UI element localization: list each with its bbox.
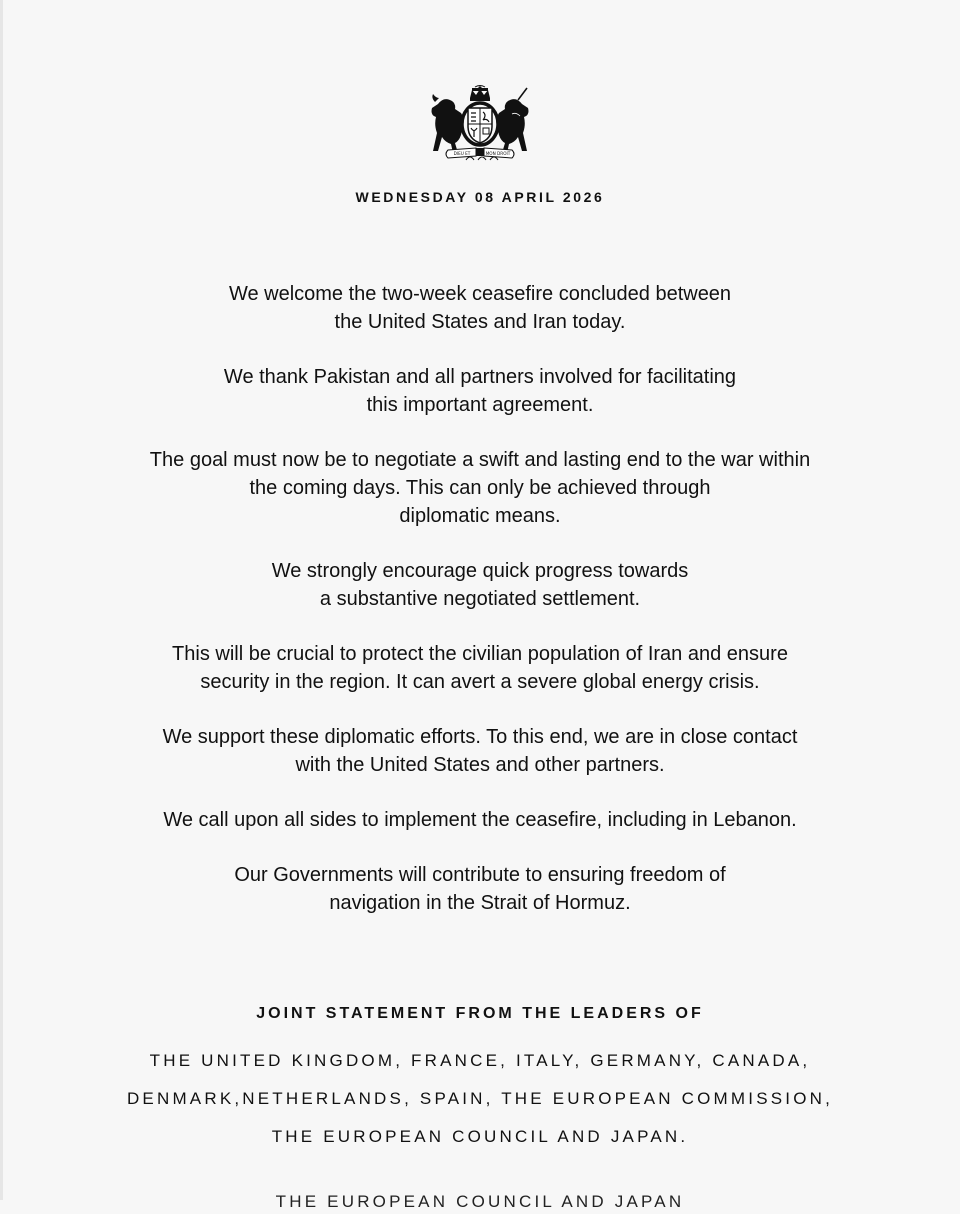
text-line: navigation in the Strait of Hormuz.: [329, 892, 631, 914]
paragraph-goal: [60, 446, 900, 530]
text-line: We support these diplomatic efforts. To this end, we are in close contact: [162, 726, 798, 748]
motto-right: MON DROIT: [485, 151, 511, 156]
statement-body: [60, 280, 900, 944]
paragraph-support-diplomacy: [60, 723, 900, 779]
text-line: with the United States and other partners.: [295, 754, 665, 776]
signatories-list: [0, 1042, 960, 1156]
text-line: We strongly encourage quick progress towards: [271, 560, 689, 582]
cutoff-repeated-line: THE EUROPEAN COUNCIL AND JAPAN: [275, 1192, 685, 1211]
signatories-line: THE UNITED KINGDOM, FRANCE, ITALY, GERMANY, CANADA,: [149, 1051, 811, 1070]
paragraph-thanks-pakistan: [60, 363, 900, 419]
text-line: Our Governments will contribute to ensuring freedom of: [234, 864, 726, 886]
text-line: security in the region. It can avert a severe global energy crisis.: [200, 671, 760, 693]
paragraph-ceasefire-welcome: [60, 280, 900, 336]
text-line: This will be crucial to protect the civilian population of Iran and ensure: [172, 643, 788, 665]
text-line: We thank Pakistan and all partners involved for facilitating: [223, 366, 737, 388]
paragraph-encourage-progress: [60, 557, 900, 613]
statement-date: WEDNESDAY 08 APRIL 2026: [355, 189, 605, 205]
text-line: the coming days. This can only be achieved through: [249, 477, 711, 499]
text-line: this important agreement.: [366, 394, 594, 416]
paragraph-call-upon-sides: [60, 806, 900, 834]
signatories-line: DENMARK,NETHERLANDS, SPAIN, THE EUROPEAN COMMISSION,: [126, 1089, 834, 1108]
text-line: We call upon all sides to implement the ceasefire, including in Lebanon.: [163, 809, 797, 831]
text-line: a substantive negotiated settlement.: [319, 588, 641, 610]
paragraph-civilian-protection: [60, 640, 900, 696]
motto-left: DIEU ET: [453, 151, 471, 156]
text-line: diplomatic means.: [399, 505, 561, 527]
text-line: the United States and Iran today.: [334, 311, 626, 333]
paragraph-strait-of-hormuz: [60, 861, 900, 917]
signatories-line: THE EUROPEAN COUNCIL AND JAPAN.: [271, 1127, 689, 1146]
text-line: The goal must now be to negotiate a swift and lasting end to the war within: [149, 449, 811, 471]
signature-heading: JOINT STATEMENT FROM THE LEADERS OF: [256, 1005, 704, 1022]
text-line: We welcome the two-week ceasefire concluded between: [228, 283, 732, 305]
royal-coat-of-arms-icon: [426, 86, 534, 162]
